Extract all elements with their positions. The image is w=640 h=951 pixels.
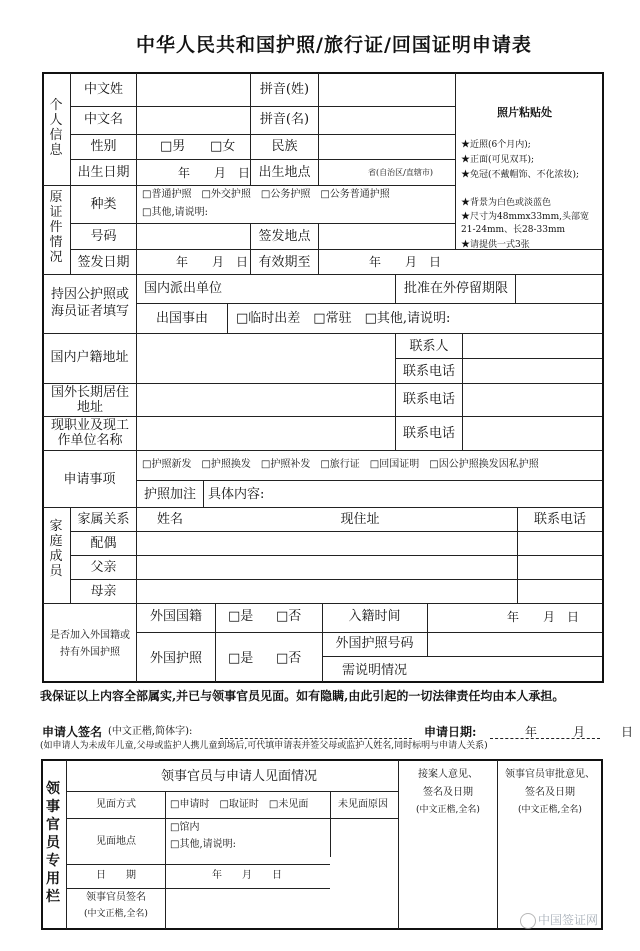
label-job: 现职业及现工作单位名称 bbox=[50, 418, 129, 448]
input-officer-signature[interactable] bbox=[166, 890, 397, 928]
declaration: 我保证以上内容全部属实,并已与领事官员见面。如有隐瞒,由此引起的一切法律责任均由本人承担。 bbox=[40, 689, 565, 703]
label-doc-number: 号码 bbox=[90, 229, 117, 244]
label-domestic-address: 国内户籍地址 bbox=[50, 350, 129, 365]
photo-note: ★近照(6个月内); bbox=[461, 140, 531, 150]
photo-note: ★正面(可见双耳); bbox=[461, 155, 535, 165]
input-cn-surname[interactable] bbox=[137, 74, 249, 105]
input-birth-date[interactable]: 年 月 日 bbox=[178, 166, 251, 180]
input-pinyin-surname[interactable] bbox=[319, 74, 454, 105]
label-no-meeting-reason: 未见面原因 bbox=[338, 799, 388, 810]
checkbox-passport-yes[interactable]: □是 bbox=[228, 651, 254, 666]
receiver-opinion-line: 接案人意见、 bbox=[418, 769, 478, 780]
signature-hint: (中文正楷,简体字): bbox=[108, 726, 193, 737]
input-receiver-opinion[interactable] bbox=[399, 822, 496, 928]
label-meeting-title: 领事官员与申请人见面情况 bbox=[161, 769, 318, 784]
label-endorsement-detail: 具体内容: bbox=[208, 487, 265, 502]
label-meeting-way: 见面方式 bbox=[96, 799, 136, 810]
label-meeting-date: 日 期 bbox=[96, 870, 136, 881]
section-consular: 领事官员专用栏 bbox=[46, 781, 60, 905]
label-validity: 有效期至 bbox=[258, 255, 311, 270]
label-phone: 联系电话 bbox=[402, 392, 455, 407]
label-sex: 性别 bbox=[90, 139, 117, 154]
watermark: 中国签证网 bbox=[538, 913, 599, 927]
application-options[interactable]: □护照新发 □护照换发 □护照补发 □旅行证 □回国证明 □因公护照换发因私护照 bbox=[142, 459, 539, 470]
approver-opinion-line: (中文正楷,全名) bbox=[518, 805, 582, 815]
label-family-relation: 家属关系 bbox=[77, 512, 130, 527]
input-domestic-address[interactable] bbox=[137, 335, 394, 382]
label-father: 父亲 bbox=[90, 560, 117, 575]
label-signature: 申请人签名 bbox=[42, 725, 103, 739]
input-ethnicity[interactable] bbox=[319, 135, 454, 158]
checkbox-meeting-inside[interactable]: □馆内 bbox=[170, 822, 200, 833]
section-original-document: 原证件情况 bbox=[49, 190, 63, 265]
label-meeting-place: 见面地点 bbox=[96, 836, 136, 847]
label-cn-given: 中文名 bbox=[83, 112, 123, 127]
checkbox-meeting-other[interactable]: □其他,请说明: bbox=[170, 839, 236, 850]
label-endorsement: 护照加注 bbox=[143, 487, 196, 502]
checkbox-nationality-yes[interactable]: □是 bbox=[228, 609, 254, 624]
input-approved-stay[interactable] bbox=[516, 276, 602, 302]
signature-note: (如申请人为未成年儿童,父母或监护人携儿童到场后,可代填申请表并签父母或监护人姓名,同时标明与申请人关系) bbox=[40, 741, 488, 751]
checkbox-passport-no[interactable]: □否 bbox=[276, 651, 302, 666]
input-job-phone[interactable] bbox=[463, 418, 601, 449]
label-contact: 联系人 bbox=[409, 339, 449, 354]
input-validity[interactable]: 年 月 日 bbox=[369, 255, 442, 269]
page-title: 中华人民共和国护照/旅行证/回国证明申请表 bbox=[136, 34, 532, 56]
input-dispatch-unit[interactable] bbox=[226, 276, 394, 302]
receiver-opinion-line: (中文正楷,全名) bbox=[416, 805, 480, 815]
label-doc-type: 种类 bbox=[90, 197, 117, 212]
input-issue-date[interactable]: 年 月 日 bbox=[176, 255, 249, 269]
input-phone[interactable] bbox=[463, 360, 601, 382]
label-application: 申请事项 bbox=[63, 472, 116, 487]
section-personal-info: 个人信息 bbox=[49, 98, 63, 158]
label-phone: 联系电话 bbox=[402, 364, 455, 379]
label-foreign-passport: 外国护照 bbox=[149, 651, 202, 666]
label-mother: 母亲 bbox=[90, 584, 117, 599]
checkbox-nationality-no[interactable]: □否 bbox=[276, 609, 302, 624]
label-foreign-passport-no: 外国护照号码 bbox=[335, 636, 414, 651]
label-foreign-status: 是否加入外国籍或持有外国护照 bbox=[50, 630, 130, 658]
input-signature[interactable] bbox=[220, 720, 412, 738]
label-spouse: 配偶 bbox=[90, 536, 117, 551]
input-spouse-row[interactable] bbox=[137, 533, 601, 554]
label-application-date: 申请日期: bbox=[424, 725, 477, 739]
label-birth-place: 出生地点 bbox=[258, 165, 311, 180]
label-pinyin-given: 拼音(名) bbox=[259, 112, 310, 127]
label-official-holder: 持因公护照或海员证者填写 bbox=[50, 287, 129, 319]
label-phone: 联系电话 bbox=[402, 426, 455, 441]
input-father-row[interactable] bbox=[137, 557, 601, 578]
meeting-way-options[interactable]: □申请时 □取证时 □未见面 bbox=[170, 799, 309, 810]
label-family-phone: 联系电话 bbox=[533, 512, 586, 527]
input-doc-number[interactable] bbox=[137, 225, 249, 248]
input-issue-place[interactable] bbox=[319, 225, 454, 248]
officer-signature-hint: (中文正楷,全名) bbox=[84, 909, 148, 919]
label-pinyin-surname: 拼音(姓) bbox=[259, 82, 310, 97]
checkbox-male[interactable]: □男 bbox=[160, 139, 186, 154]
input-endorsement-detail[interactable] bbox=[270, 482, 600, 506]
reason-options[interactable]: □临时出差 □常驻 □其他,请说明: bbox=[236, 311, 451, 326]
label-cn-surname: 中文姓 bbox=[83, 82, 123, 97]
label-dispatch-unit: 国内派出单位 bbox=[144, 281, 223, 296]
label-foreign-address: 国外长期居住地址 bbox=[50, 385, 129, 415]
label-reason: 出国事由 bbox=[155, 311, 208, 326]
input-job[interactable] bbox=[137, 418, 394, 449]
doc-type-other[interactable]: □其他,请说明: bbox=[142, 207, 208, 218]
input-mother-row[interactable] bbox=[137, 581, 601, 602]
photo-note: ★请提供一式3张 bbox=[461, 240, 530, 250]
photo-note: ★免冠(不戴帽饰、不化浓妆); bbox=[461, 170, 580, 180]
approver-opinion-line: 签名及日期 bbox=[525, 787, 575, 798]
label-explain: 需说明情况 bbox=[341, 663, 407, 678]
input-naturalize-time[interactable]: 年 月 日 bbox=[507, 610, 580, 624]
wechat-logo-icon bbox=[520, 913, 536, 929]
input-birth-place[interactable]: 省(自治区/直辖市) bbox=[368, 168, 433, 177]
photo-note: ★尺寸为48mmx33mm,头部宽21-24mm、长28-33mm bbox=[461, 212, 589, 235]
checkbox-female[interactable]: □女 bbox=[210, 139, 236, 154]
input-contact[interactable] bbox=[463, 335, 601, 357]
label-naturalize-time: 入籍时间 bbox=[348, 609, 401, 624]
receiver-opinion-line: 签名及日期 bbox=[423, 787, 473, 798]
input-explain[interactable] bbox=[428, 658, 601, 681]
input-pinyin-given[interactable] bbox=[319, 107, 454, 133]
photo-title: 照片粘贴处 bbox=[497, 106, 552, 119]
label-birth-date: 出生日期 bbox=[77, 165, 130, 180]
approver-opinion-line: 领事官员审批意见、 bbox=[505, 769, 595, 780]
input-foreign-phone[interactable] bbox=[463, 385, 601, 415]
label-family-address: 现住址 bbox=[340, 512, 380, 527]
input-foreign-address[interactable] bbox=[137, 385, 394, 415]
input-application-date[interactable]: 年 月 日 bbox=[525, 725, 634, 739]
label-approved-stay: 批准在外停留期限 bbox=[404, 281, 509, 296]
photo-note: ★背景为白色或淡蓝色 bbox=[461, 198, 552, 208]
label-officer-signature: 领事官员签名 bbox=[86, 892, 146, 903]
label-family-name: 姓名 bbox=[156, 512, 183, 527]
label-issue-date: 签发日期 bbox=[77, 255, 130, 270]
input-meeting-date[interactable]: 年 月 日 bbox=[212, 870, 282, 881]
input-foreign-passport-no[interactable] bbox=[428, 634, 601, 655]
doc-type-options[interactable]: □普通护照 □外交护照 □公务护照 □公务普通护照 bbox=[142, 189, 390, 200]
label-foreign-nationality: 外国国籍 bbox=[149, 609, 202, 624]
input-cn-given[interactable] bbox=[137, 107, 249, 133]
section-family: 家庭成员 bbox=[49, 519, 63, 579]
label-issue-place: 签发地点 bbox=[258, 229, 311, 244]
label-ethnicity: 民族 bbox=[271, 139, 298, 154]
